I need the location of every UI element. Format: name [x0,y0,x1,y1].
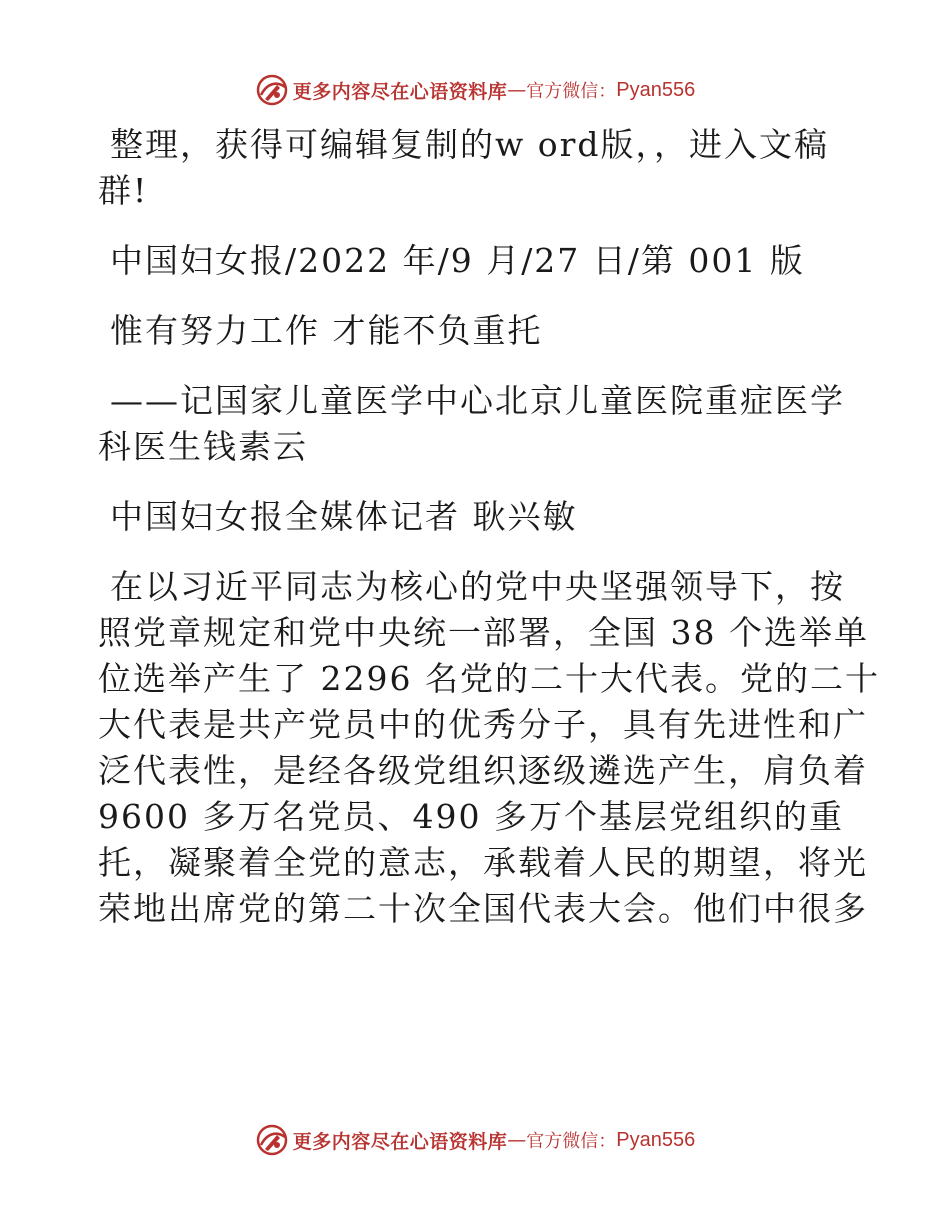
banner-wechat-label: 官方微信： [526,1131,617,1152]
byline [98,494,858,540]
text-line: 惟有努力工作 才能不负重托 [110,311,543,350]
text-line: 整理，获得可编辑复制的w ord版，，进入文稿 [110,125,830,164]
text-line: 位选举产生了 2296 名党的二十大代表。党的二十 [98,659,880,698]
article-title [98,308,858,354]
text-line: 9600 多万名党员、490 多万个基层党组织的重 [98,797,844,836]
text-line: ——记国家儿童医学中心北京儿童医院重症医学 [110,381,845,420]
banner-separator: — [507,1129,527,1151]
article-subtitle [98,378,858,470]
banner-wechat-id: Pyan556 [616,78,696,101]
text-line: 泛代表性，是经各级党组织逐级遴选产生，肩负着 [98,751,868,790]
banner-title: 更多内容尽在心语资料库 [292,80,508,103]
text-line: 科医生钱素云 [98,427,308,466]
banner-title: 更多内容尽在心语资料库 [292,1130,508,1153]
text-line: 托，凝聚着全党的意志，承载着人民的期望，将光 [98,843,868,882]
text-line: 在以习近平同志为核心的党中央坚强领导下，按 [110,567,845,606]
text-line: 中国妇女报全媒体记者 耿兴敏 [110,497,578,536]
intro-paragraph [98,122,858,214]
banner-separator: — [507,79,527,101]
text-line: 大代表是共产党员中的优秀分子，具有先进性和广 [98,705,868,744]
banner-wechat-id: Pyan556 [616,1128,696,1151]
text-line: 照党章规定和党中央统一部署，全国 38 个选举单 [98,613,869,652]
brand-logo-icon [255,73,289,107]
source-line [98,238,858,284]
banner-wechat-label: 官方微信： [526,81,617,102]
text-line: 中国妇女报/2022 年/9 月/27 日/第 001 版 [110,241,805,280]
text-line: 荣地出席党的第二十次全国代表大会。他们中很多 [98,889,868,928]
document-body [98,122,880,956]
footer-banner [0,1120,950,1160]
brand-logo-icon [255,1123,289,1157]
text-line: 群! [98,171,149,210]
header-banner [0,70,950,110]
body-paragraph [98,564,880,932]
